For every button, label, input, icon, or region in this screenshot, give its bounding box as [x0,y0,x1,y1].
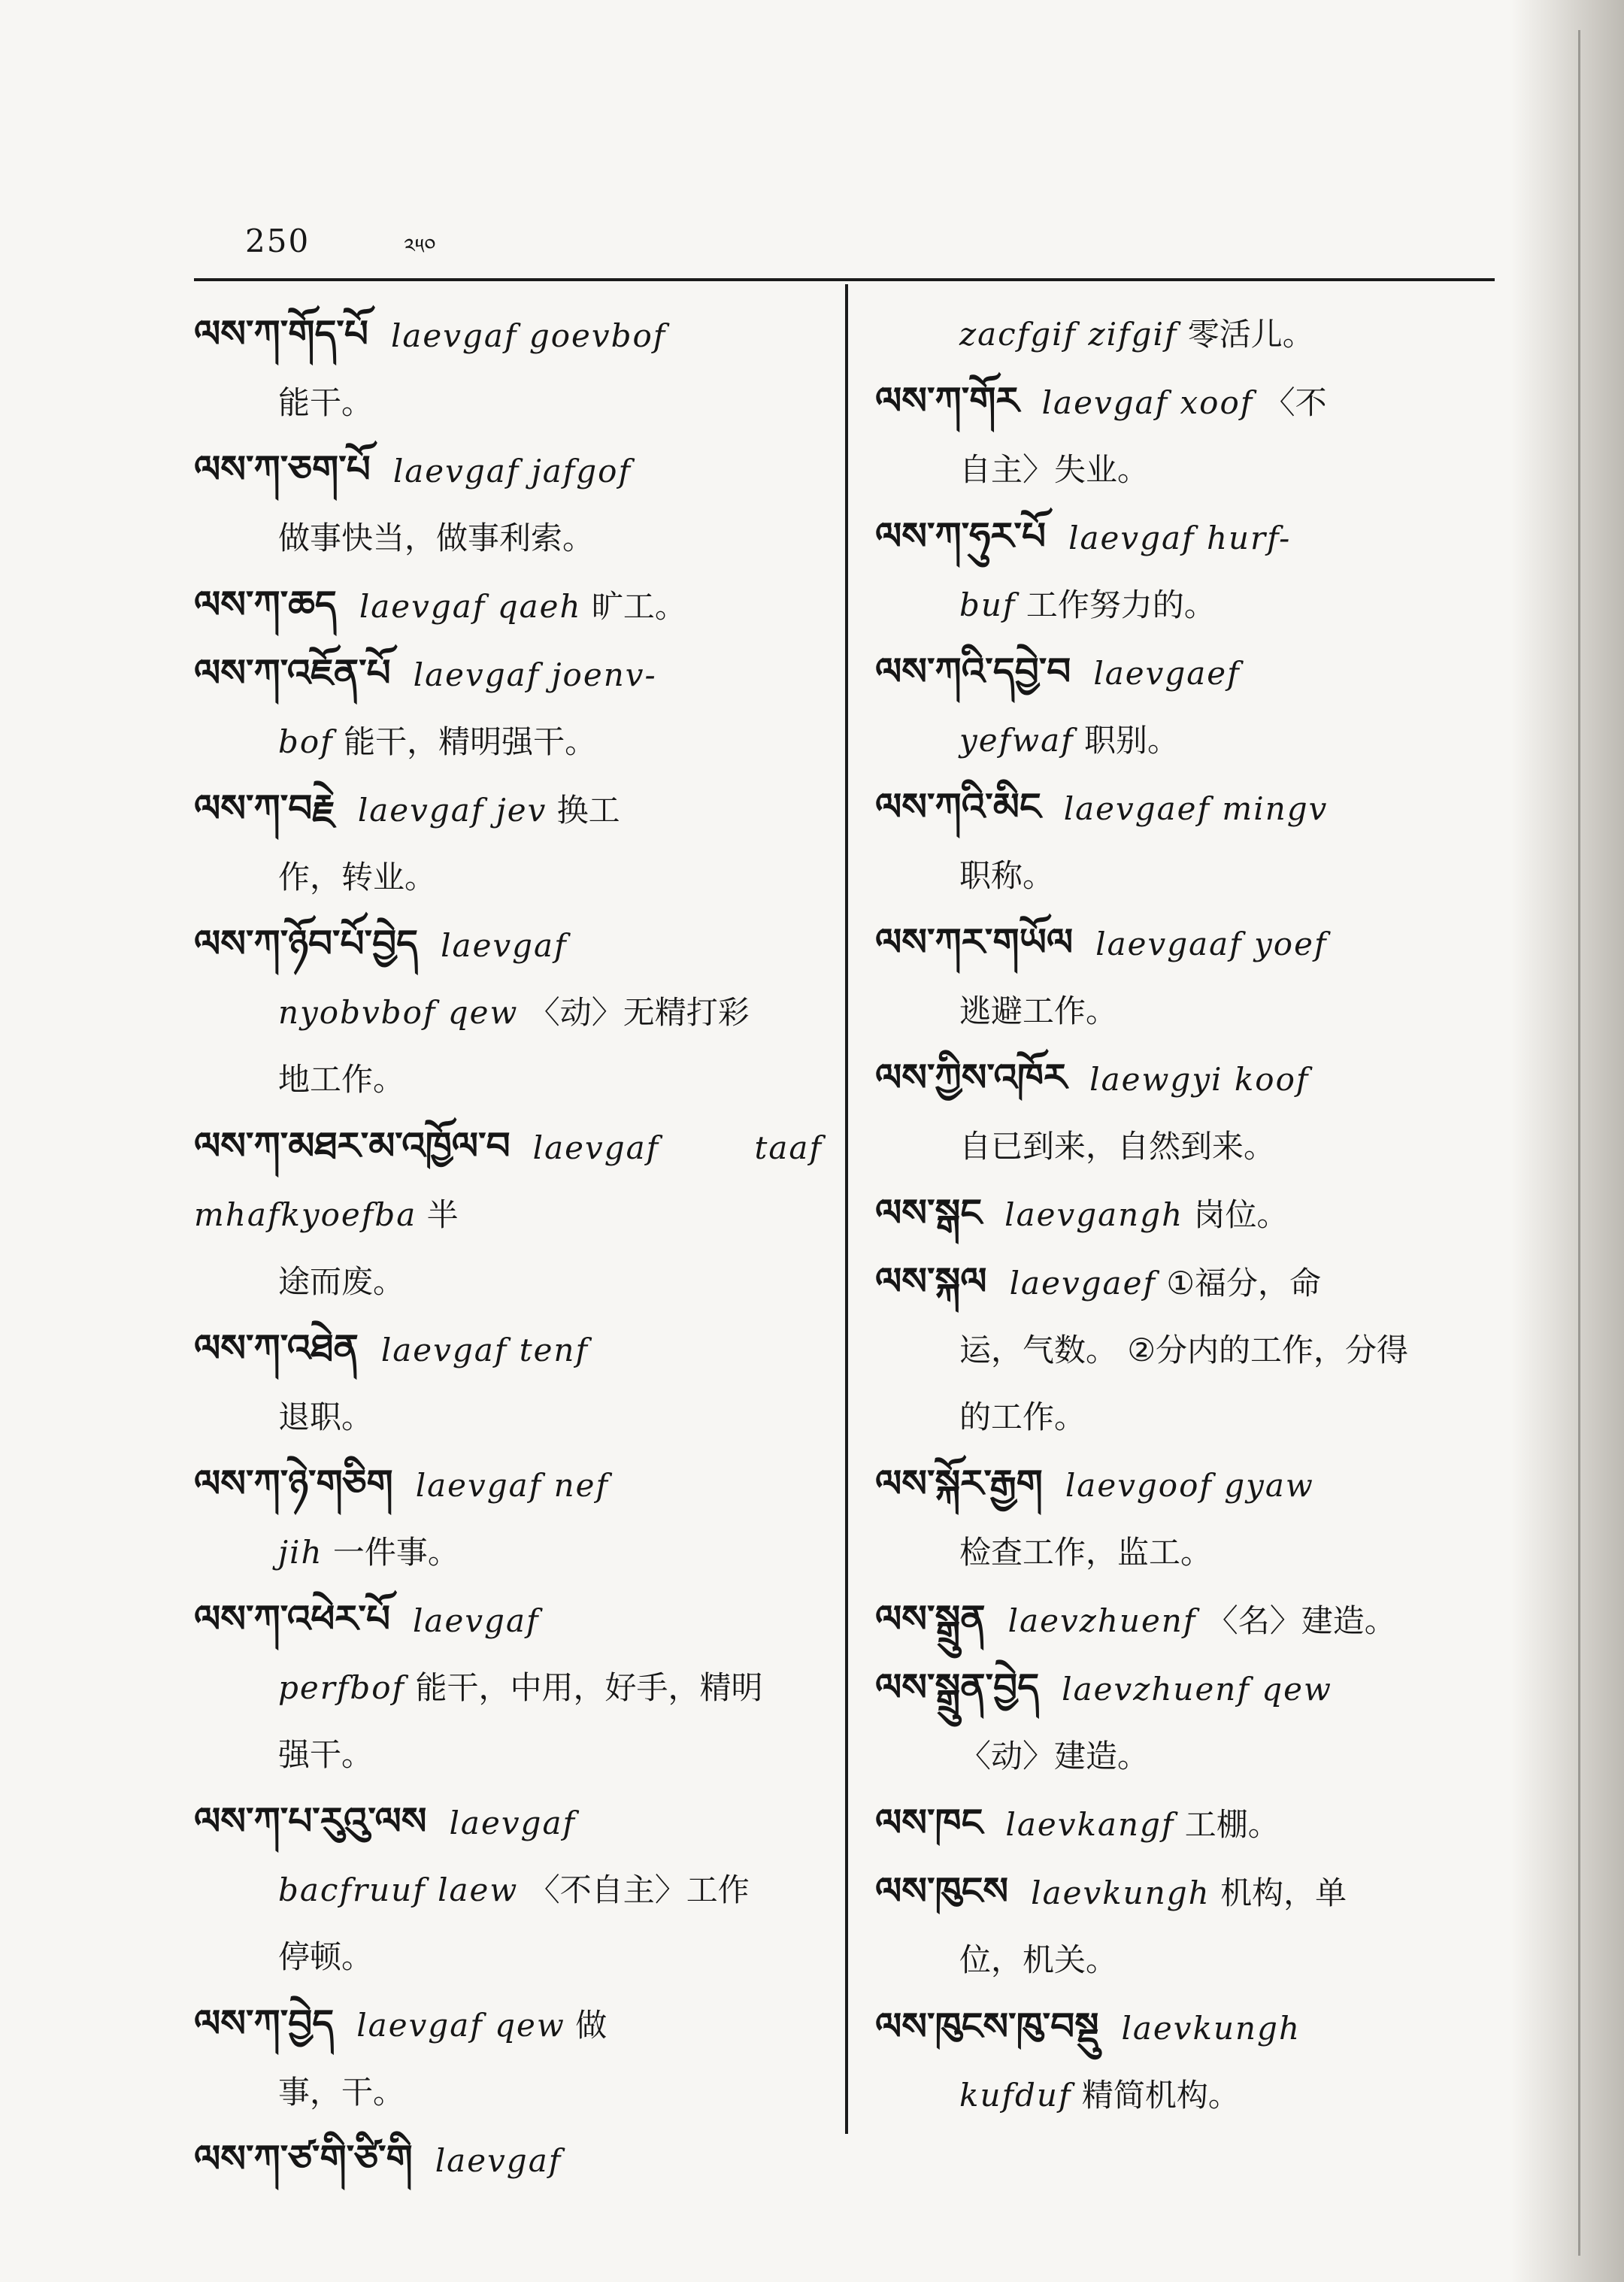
entry-headline [875,1586,1489,1654]
dictionary-entry [875,1993,1489,2129]
dictionary-entry [194,1586,823,1788]
tibetan-headword: ལས་ཀ་གོར [875,379,1020,423]
romanization: laevgaf joenv- [413,656,657,693]
entry-headline [875,368,1489,436]
left-column [194,301,823,2194]
definition: 旷工。 [591,588,686,625]
romanization: laevkungh [1121,2010,1301,2047]
romanization: laevgaf hurf- [1068,520,1292,556]
entry-continuation [278,1519,823,1586]
tibetan-headword: ལས་སྒང [875,1191,983,1235]
romanization: bof [278,723,334,760]
entry-continuation [278,2059,823,2126]
dictionary-entry [194,1450,823,1586]
dictionary-entry [194,2126,823,2194]
romanization: laevgoof gyaw [1065,1467,1314,1504]
romanization: laevgaf jafgof [392,453,632,489]
entry-headline [875,503,1489,571]
tibetan-headword: ལས་སྒྲུན [875,1597,986,1641]
entry-continuation [278,369,823,436]
definition: 职称。 [959,857,1055,894]
romanization: laevzhuenf [1007,1602,1197,1639]
entry-continuation [278,1721,823,1788]
page-header [245,223,436,268]
dictionary-entry [875,1790,1489,1858]
tibetan-headword: ལས་ཀ་ཉོབ་པོ་བྱེད [194,922,419,965]
tibetan-headword: ལས་སྐལ [875,1259,987,1303]
entry-continuation [959,571,1489,638]
entry-headline [875,1790,1489,1858]
definition: 强干。 [278,1736,374,1773]
definition: 能干，精明强干。 [344,723,597,760]
dictionary-entry [194,1990,823,2126]
romanization: laevgaf xoof [1041,384,1254,421]
tibetan-headword: ལས་ཀ་ཧུར་པོ [875,514,1047,558]
romanization: yefwaf [959,722,1074,759]
tibetan-headword: ལས་ཀ་ཉེ་གཅིག [194,1462,393,1505]
entry-headline [194,1586,823,1654]
romanization: laevgaf qaeh [359,588,582,625]
tibetan-headword: ལས་ཀ་བྱེད [194,2002,335,2045]
definition: 〈名〉建造。 [1206,1602,1396,1639]
entry-headline [194,301,823,369]
dictionary-entry [875,1586,1489,1654]
dictionary-entry [875,909,1489,1044]
romanization: laevgaf goevbof [390,317,667,354]
entry-continuation [278,844,823,911]
entry-continuation [959,2062,1489,2129]
entry-continuation [278,1654,823,1721]
entry-continuation [959,707,1489,774]
entry-headline [875,909,1489,977]
entry-headline [875,1248,1489,1317]
right-column [875,301,1489,2129]
entry-headline [194,775,823,844]
tibetan-headword: ལས་ཀ་འཐེན [194,1326,359,1370]
dictionary-entry [194,436,823,571]
entry-headline [194,571,823,640]
definition: 能干，中用，好手，精明 [415,1669,763,1706]
entry-headline [875,1180,1489,1248]
romanization: laevgaef [1009,1265,1156,1302]
entry-continuation [278,1856,823,1923]
entry-headline [194,1315,823,1383]
romanization: laevgaf jev [357,792,547,829]
entry-headline [194,1990,823,2059]
entry-continuation [278,1923,823,1990]
definition: 运，气数。 ②分内的工作，分得 [959,1332,1409,1368]
definition: 职别。 [1084,722,1180,759]
romanization: laevgaf [449,1805,577,1841]
page-edge-shadow [1511,0,1624,2282]
romanization: laevgaef mingv [1063,790,1329,827]
definition: 途而废。 [278,1263,405,1300]
romanization: laevgaf [435,2142,562,2179]
definition: ①福分，命 [1166,1265,1322,1302]
romanization: laevzhuenf qew [1062,1671,1332,1708]
definition: 机构，单 [1220,1874,1347,1911]
definition: 换工 [556,792,620,829]
definition: 地工作。 [278,1061,405,1098]
tibetan-headword: ལས་ཀའི་དབྱེ་བ [875,650,1071,693]
romanization: laevgaf nef [415,1467,610,1504]
romanization: perfbof [278,1669,406,1706]
entry-continuation [278,1248,823,1315]
definition: 自主〉失业。 [959,451,1150,488]
entry-headline [194,1450,823,1519]
romanization: laevgaf [413,1602,540,1639]
tibetan-headword: ལས་ཀ་བརྗེ [194,786,335,830]
tibetan-headword: ལས་ཁུངས [875,1869,1009,1913]
definition: 一件事。 [332,1534,459,1571]
definition: 检查工作，监工。 [959,1534,1213,1571]
entry-headline [194,640,823,708]
romanization: bacfruuf laew [278,1871,519,1908]
romanization: kufduf [959,2077,1072,2114]
entry-headline [875,1044,1489,1113]
tibetan-headword: ལས་ཀ་ཆད [194,583,337,626]
definition: 逃避工作。 [959,993,1118,1029]
romanization: laevgaf taaf mhafkyoefba [194,1129,823,1233]
entry-headline [194,911,823,979]
tibetan-headword: ལས་ཀྱིས་འཁོར [875,1056,1068,1099]
dictionary-entry [875,638,1489,774]
entry-continuation [959,977,1489,1044]
entry-continuation [959,842,1489,909]
dictionary-entry [875,1654,1489,1790]
definition: 〈不自主〉工作 [528,1871,750,1908]
romanization: laevgaaf yoef [1095,926,1328,962]
tibetan-headword: ལས་ཀ་ཅག་པོ [194,447,371,491]
entry-continuation [959,436,1489,503]
entry-headline [875,774,1489,842]
dictionary-entry [194,911,823,1113]
entry-headline [959,301,1489,368]
entry-headline [875,1993,1489,2062]
dictionary-entry [875,1858,1489,1993]
tibetan-page-number: ༢༥༠ [404,234,436,259]
entry-headline [194,2126,823,2194]
definition: 做事快当，做事利索。 [278,520,595,556]
definition: 自已到来，自然到来。 [959,1128,1276,1165]
definition: 零活儿。 [1187,316,1314,353]
dictionary-entry [875,1248,1489,1450]
romanization: laevgaf qew [356,2007,565,2044]
tibetan-headword: ལས་ཀའི་མིང [875,785,1041,829]
entry-continuation [959,1383,1489,1450]
definition: 位，机关。 [959,1941,1118,1978]
definition: 的工作。 [959,1399,1086,1435]
entry-continuation [959,1723,1489,1790]
dictionary-entry [875,301,1489,368]
romanization: laevgangh [1004,1196,1184,1233]
tibetan-headword: ལས་ཀ་འཇོན་པོ [194,651,391,695]
romanization: nyobvbof qew [278,994,519,1031]
entry-continuation [278,979,823,1046]
romanization: laevgaf tenf [380,1332,589,1368]
dictionary-entry [194,1113,823,1315]
entry-continuation [959,1926,1489,1993]
definition: 工作努力的。 [1026,586,1216,623]
definition: 作，转业。 [278,859,437,896]
definition: 〈动〉无精打彩 [528,994,750,1031]
entry-headline [194,1788,823,1856]
entry-headline [194,436,823,505]
entry-headline [875,1654,1489,1723]
tibetan-headword: ལས་ཀ་པ་རུའུ་ལས [194,1799,427,1843]
entry-continuation [959,1113,1489,1180]
definition: 〈不 [1263,384,1327,421]
romanization: laevgaef [1093,655,1241,692]
tibetan-headword: ལས་ཀ་ཙ་གི་ཙི་གི [194,2137,413,2180]
entry-headline [875,1858,1489,1926]
definition: 退职。 [278,1399,374,1435]
dictionary-entry [875,1044,1489,1180]
romanization: laevgaf [441,927,568,964]
romanization: jih [278,1534,323,1571]
dictionary-entry [194,1315,823,1450]
dictionary-entry [875,503,1489,638]
entry-continuation [278,1383,823,1450]
entry-continuation [278,708,823,775]
entry-headline [875,638,1489,707]
definition: 能干。 [278,384,374,421]
page-edge-line [1578,30,1580,2256]
romanization: laewgyi koof [1089,1061,1310,1098]
dictionary-entry [875,774,1489,909]
dictionary-entry [194,775,823,911]
tibetan-headword: ལས་སྒྲུན་བྱེད [875,1665,1040,1709]
romanization: laevkangf [1005,1806,1175,1843]
dictionary-entry [194,571,823,640]
dictionary-entry [194,1788,823,1990]
entry-headline [875,1450,1489,1519]
header-rule [194,278,1495,281]
entry-continuation [959,1519,1489,1586]
dictionary-entry [875,1450,1489,1586]
definition: 事，干。 [278,2074,405,2111]
tibetan-headword: ལས་སྐོར་རྒྱག [875,1462,1043,1505]
tibetan-headword: ལས་ཀ་མཐར་མ་འཁྱོལ་བ [194,1124,511,1168]
entry-continuation [278,1046,823,1113]
page-number: 250 [245,223,311,259]
dictionary-entry [194,640,823,775]
definition: 〈动〉建造。 [959,1738,1150,1774]
definition: 做 [575,2007,607,2044]
definition: 停顿。 [278,1938,374,1975]
romanization: laevkungh [1031,1874,1210,1911]
column-divider [845,284,848,2134]
tibetan-headword: ལས་ཀ་གོད་པོ [194,312,368,356]
tibetan-headword: ལས་ཀར་གཡོལ [875,920,1074,964]
definition: 精简机构。 [1081,2077,1240,2114]
entry-headline [194,1113,823,1248]
definition: 工棚。 [1184,1806,1280,1843]
entry-continuation [959,1317,1489,1383]
dictionary-entry [875,1180,1489,1248]
romanization: buf [959,586,1017,623]
entry-continuation [278,505,823,571]
tibetan-headword: ལས་ཀ་འཕེར་པོ [194,1597,390,1641]
tibetan-headword: ལས་ཁུངས་ཁུ་བསྡུ [875,2005,1099,2048]
definition: 岗位。 [1193,1196,1289,1233]
dictionary-entry [875,368,1489,503]
definition: 半 [426,1196,459,1233]
dictionary-entry [194,301,823,436]
romanization: zacfgif zifgif [959,316,1178,353]
tibetan-headword: ལས་ཁང [875,1801,983,1844]
